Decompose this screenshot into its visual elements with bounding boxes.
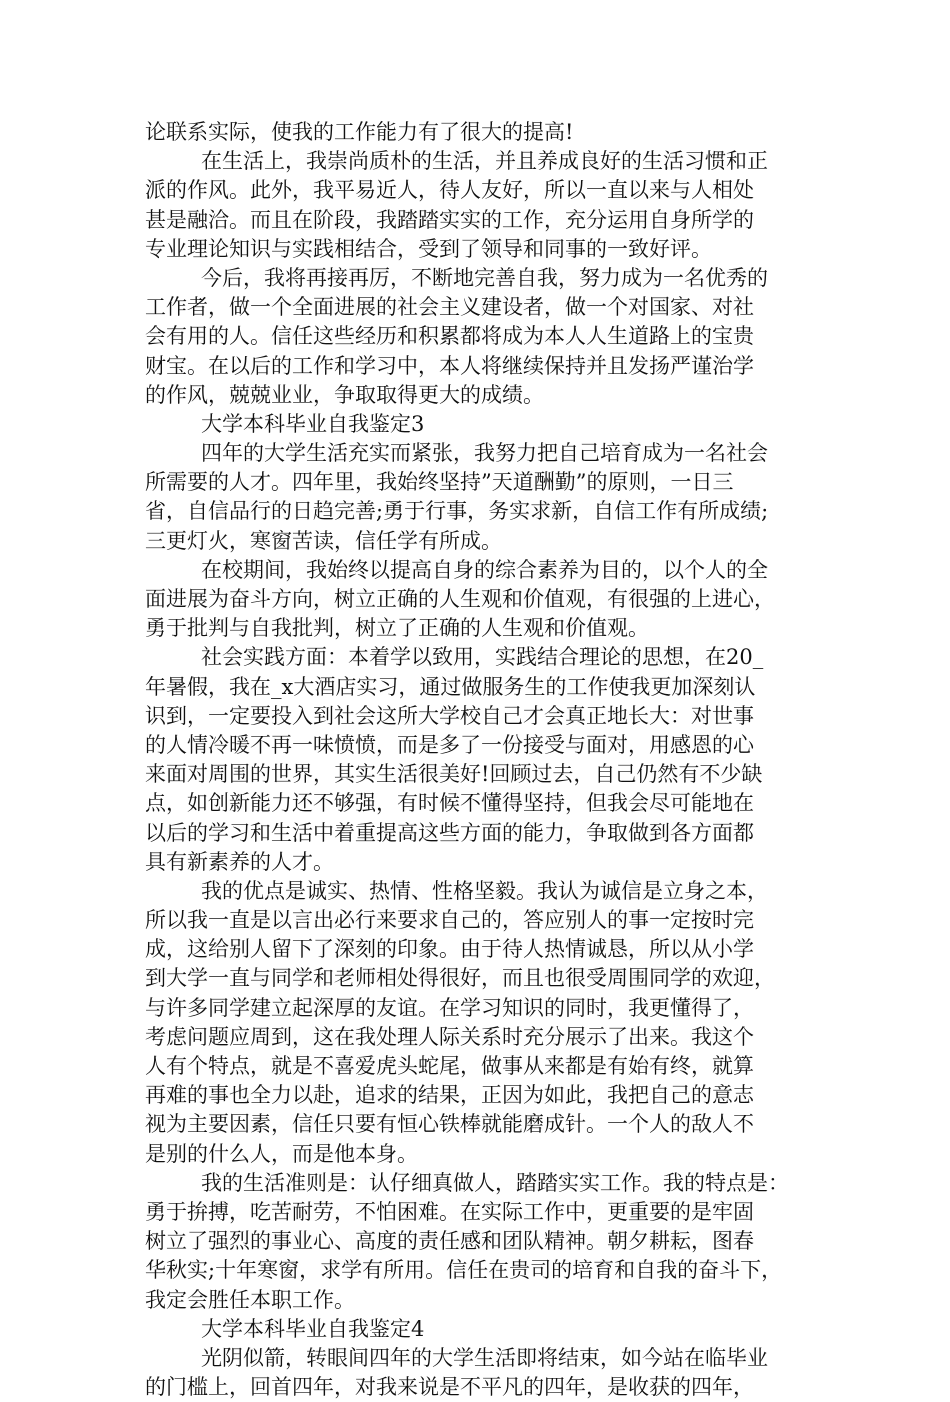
paragraph-line: 财宝。在以后的工作和学习中，本人将继续保持并且发扬严谨治学 [145,353,754,378]
paragraph-first-line: 今后，我将再接再厉，不断地完善自我，努力成为一名优秀的 [201,265,768,290]
paragraph-line: 三更灯火，寒窗苦读，信任学有所成。 [145,528,502,553]
paragraph-first-line: 我的优点是诚实、热情、性格坚毅。我认为诚信是立身之本， [201,878,768,903]
paragraph-line: 考虑问题应周到，这在我处理人际关系时充分展示了出来。我这个 [145,1024,754,1049]
paragraph-line: 所以我一直是以言出必行来要求自己的，答应别人的事一定按时完 [145,908,754,933]
paragraph-line: 的人情冷暖不再一味愤愤，而是多了一份接受与面对，用感恩的心 [145,732,754,757]
paragraph-line: 具有新素养的人才。 [145,849,334,874]
paragraph-line: 是别的什么人，而是他本身。 [145,1141,418,1166]
paragraph-line: 的门槛上，回首四年，对我来说是不平凡的四年，是收获的四年， [145,1375,754,1400]
paragraph-line: 我定会胜任本职工作。 [145,1287,355,1312]
paragraph-first-line: 我的生活准则是：认仔细真做人，踏踏实实工作。我的特点是： [201,1170,789,1195]
paragraph-first-line: 四年的大学生活充实而紧张，我努力把自己培育成为一名社会 [201,441,768,466]
paragraph-first-line: 在校期间，我始终以提高自身的综合素养为目的，以个人的全 [201,557,768,582]
paragraph-line: 成，这给别人留下了深刻的印象。由于待人热情诚恳，所以从小学 [145,937,754,962]
document-page [145,118,815,1402]
paragraph-line: 以后的学习和生活中着重提高这些方面的能力，争取做到各方面都 [145,820,754,845]
paragraph-line: 识到，一定要投入到社会这所大学校自己才会真正地长大：对世事 [145,703,754,728]
paragraph-line: 会有用的人。信任这些经历和积累都将成为本人人生道路上的宝贵 [145,324,754,349]
paragraph-line: 与许多同学建立起深厚的友谊。在学习知识的同时，我更懂得了， [145,995,754,1020]
paragraph-line: 来面对周围的世界，其实生活很美好!回顾过去，自己仍然有不少缺 [145,762,763,787]
paragraph-line: 点，如创新能力还不够强，有时候不懂得坚持，但我会尽可能地在 [145,791,754,816]
paragraph-first-line: 大学本科毕业自我鉴定3 [201,411,425,436]
paragraph-line: 视为主要因素，信任只要有恒心铁棒就能磨成针。一个人的敌人不 [145,1112,754,1137]
paragraph-line: 勇于批判与自我批判，树立了正确的人生观和价值观。 [145,616,649,641]
paragraph-first-line: 在生活上，我崇尚质朴的生活，并且养成良好的生活习惯和正 [201,149,768,174]
paragraph-first-line: 社会实践方面：本着学以致用，实践结合理论的思想，在20_ [201,645,764,670]
paragraph-line: 甚是融洽。而且在阶段，我踏踏实实的工作，充分运用自身所学的 [145,207,754,232]
paragraph-line: 论联系实际，使我的工作能力有了很大的提高! [145,120,574,144]
paragraph-first-line: 大学本科毕业自我鉴定4 [201,1316,425,1341]
paragraph-first-line: 光阴似箭，转眼间四年的大学生活即将结束，如今站在临毕业 [201,1345,768,1370]
paragraph-line: 面进展为奋斗方向，树立正确的人生观和价值观，有很强的上进心， [145,587,775,611]
paragraph-line: 年暑假，我在_x大酒店实习，通过做服务生的工作使我更加深刻认 [145,674,756,699]
paragraph-line: 派的作风。此外，我平易近人，待人友好，所以一直以来与人相处 [145,178,754,203]
paragraph-line: 人有个特点，就是不喜爱虎头蛇尾，做事从来都是有始有终，就算 [145,1054,754,1078]
paragraph-line: 省，自信品行的日趋完善;勇于行事，务实求新，自信工作有所成绩; [145,499,769,524]
paragraph-line: 工作者，做一个全面进展的社会主义建设者，做一个对国家、对社 [145,295,754,320]
paragraph-line: 到大学一直与同学和老师相处得很好，而且也很受周围同学的欢迎， [145,966,775,991]
paragraph-line: 树立了强烈的事业心、高度的责任感和团队精神。朝夕耕耘，图春 [145,1229,754,1254]
paragraph-line: 再难的事也全力以赴，追求的结果，正因为如此，我把自己的意志 [145,1083,754,1108]
paragraph-line: 勇于拚搏，吃苦耐劳，不怕困难。在实际工作中，更重要的是牢固 [145,1199,754,1224]
paragraph-line: 专业理论知识与实践相结合，受到了领导和同事的一致好评。 [145,236,712,261]
paragraph-line: 所需要的人才。四年里，我始终坚持”天道酬勤”的原则，一日三 [145,470,734,495]
paragraph-line: 华秋实;十年寒窗，求学有所用。信任在贵司的培育和自我的奋斗下， [145,1258,783,1283]
paragraph-line: 的作风，兢兢业业，争取取得更大的成绩。 [145,382,544,407]
